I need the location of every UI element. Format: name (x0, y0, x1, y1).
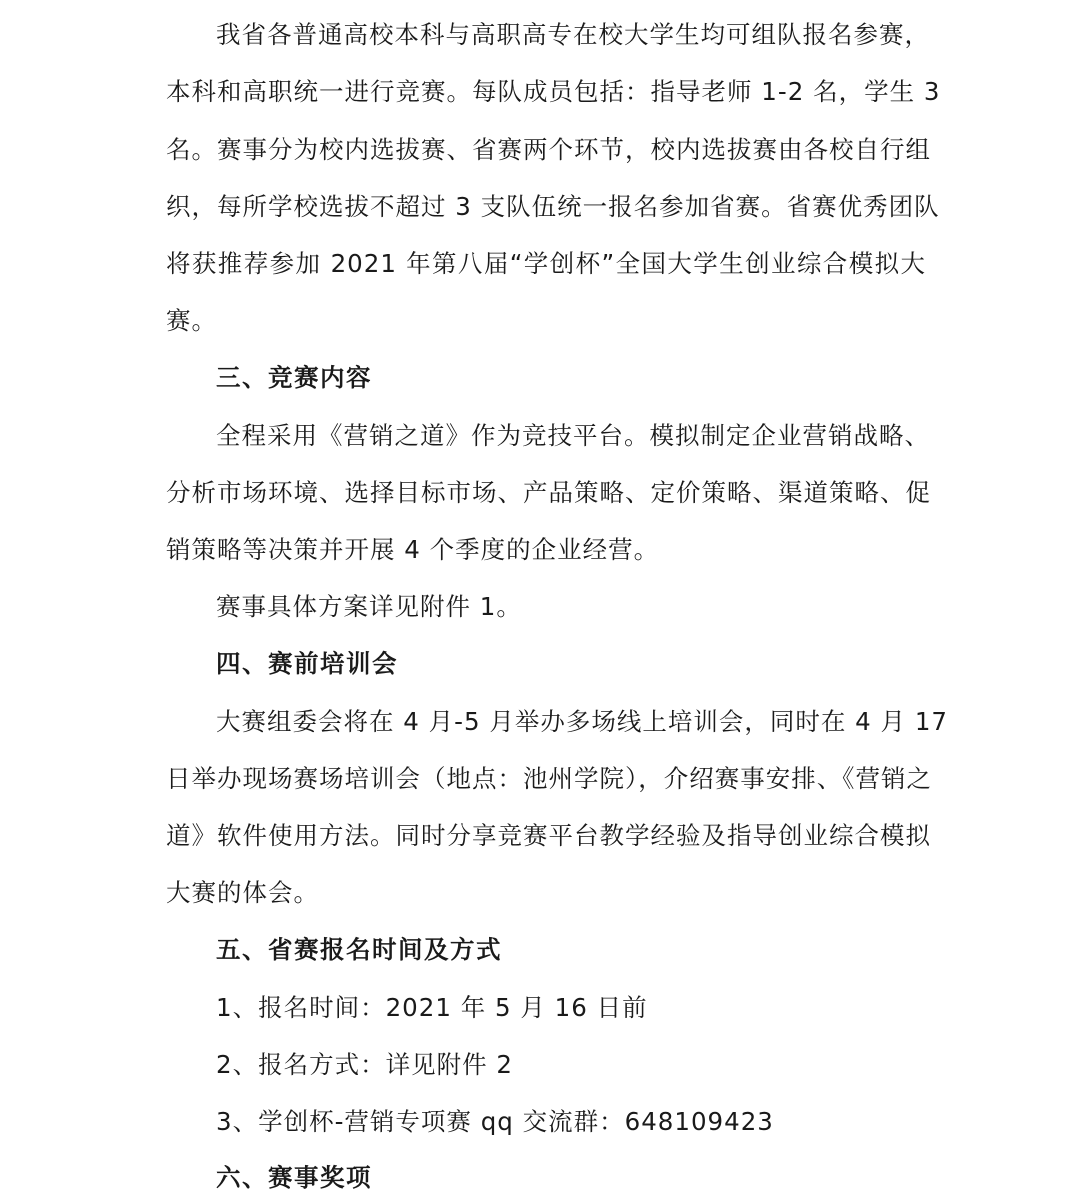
paragraph-line: 全程采用《营销之道》作为竞技平台。模拟制定企业营销战略、 (216, 421, 930, 450)
paragraph-line: 赛。 (166, 306, 217, 335)
list-item-qq-group: 3、学创杯-营销专项赛 qq 交流群：648109423 (216, 1107, 774, 1136)
paragraph-line: 名。赛事分为校内选拔赛、省赛两个环节，校内选拔赛由各校自行组 (166, 135, 931, 164)
paragraph-line: 大赛的体会。 (166, 878, 319, 907)
list-item-registration-method: 2、报名方式：详见附件 2 (216, 1050, 513, 1079)
section-heading-registration: 五、省赛报名时间及方式 (216, 935, 502, 964)
section-heading-pre-training: 四、赛前培训会 (216, 649, 398, 678)
paragraph-line: 将获推荐参加 2021 年第八届“学创杯”全国大学生创业综合模拟大 (166, 249, 926, 278)
paragraph-line: 销策略等决策并开展 4 个季度的企业经营。 (166, 535, 660, 564)
paragraph-line: 织，每所学校选拔不超过 3 支队伍统一报名参加省赛。省赛优秀团队 (166, 192, 940, 221)
section-heading-awards: 六、赛事奖项 (216, 1163, 372, 1192)
paragraph-line: 日举办现场赛场培训会（地点：池州学院），介绍赛事安排、《营销之 (166, 764, 932, 793)
list-item-registration-time: 1、报名时间：2021 年 5 月 16 日前 (216, 993, 648, 1022)
paragraph-line: 赛事具体方案详见附件 1。 (216, 592, 522, 621)
paragraph-line: 大赛组委会将在 4 月-5 月举办多场线上培训会，同时在 4 月 17 (216, 707, 949, 736)
section-heading-competition-content: 三、竞赛内容 (216, 363, 372, 392)
paragraph-line: 分析市场环境、选择目标市场、产品策略、定价策略、渠道策略、促 (166, 478, 931, 507)
paragraph-line: 道》软件使用方法。同时分享竞赛平台教学经验及指导创业综合模拟 (166, 821, 931, 850)
paragraph-line: 本科和高职统一进行竞赛。每队成员包括：指导老师 1-2 名，学生 3 (166, 77, 941, 106)
paragraph-line: 我省各普通高校本科与高职高专在校大学生均可组队报名参赛， (216, 20, 930, 49)
